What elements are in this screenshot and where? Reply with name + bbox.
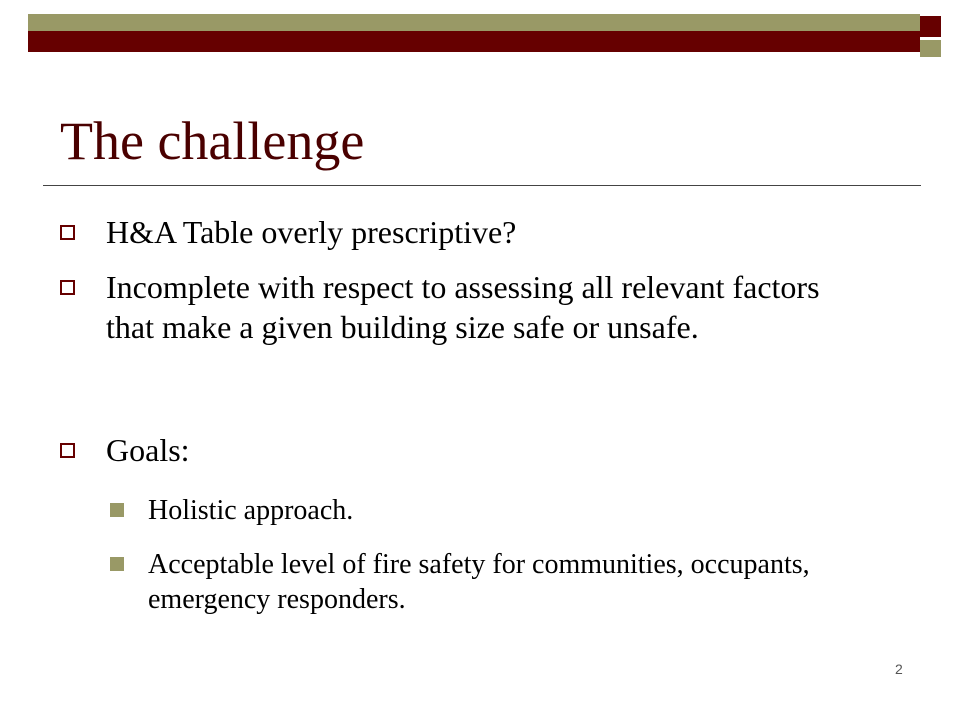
corner-olive-square bbox=[920, 40, 941, 57]
page-number: 2 bbox=[895, 661, 903, 677]
bullet-text: Goals: bbox=[106, 432, 190, 468]
slide-title: The challenge bbox=[60, 111, 365, 171]
hollow-square-icon bbox=[60, 280, 75, 295]
filled-square-icon bbox=[110, 557, 124, 571]
bullet-text: H&A Table overly prescriptive? bbox=[106, 214, 517, 250]
title-divider bbox=[43, 185, 921, 186]
bullet-text: Incomplete with respect to assessing all relevant factors that make a given building size safe or unsafe. bbox=[106, 269, 820, 345]
corner-maroon-square bbox=[920, 16, 941, 37]
sub-bullet-item bbox=[110, 493, 890, 528]
top-decoration-bar bbox=[28, 14, 920, 54]
hollow-square-icon bbox=[60, 443, 75, 458]
sub-bullet-text: Holistic approach. bbox=[148, 495, 354, 526]
top-olive-stripe bbox=[28, 14, 920, 31]
hollow-square-icon bbox=[60, 225, 75, 240]
sub-bullet-item bbox=[110, 547, 890, 617]
sub-bullet-text: Acceptable level of fire safety for communities, occupants, emergency responders. bbox=[148, 549, 810, 615]
bullet-item bbox=[60, 212, 860, 252]
top-maroon-stripe bbox=[28, 31, 920, 52]
bullet-item bbox=[60, 267, 860, 347]
filled-square-icon bbox=[110, 503, 124, 517]
bullet-item bbox=[60, 430, 860, 470]
